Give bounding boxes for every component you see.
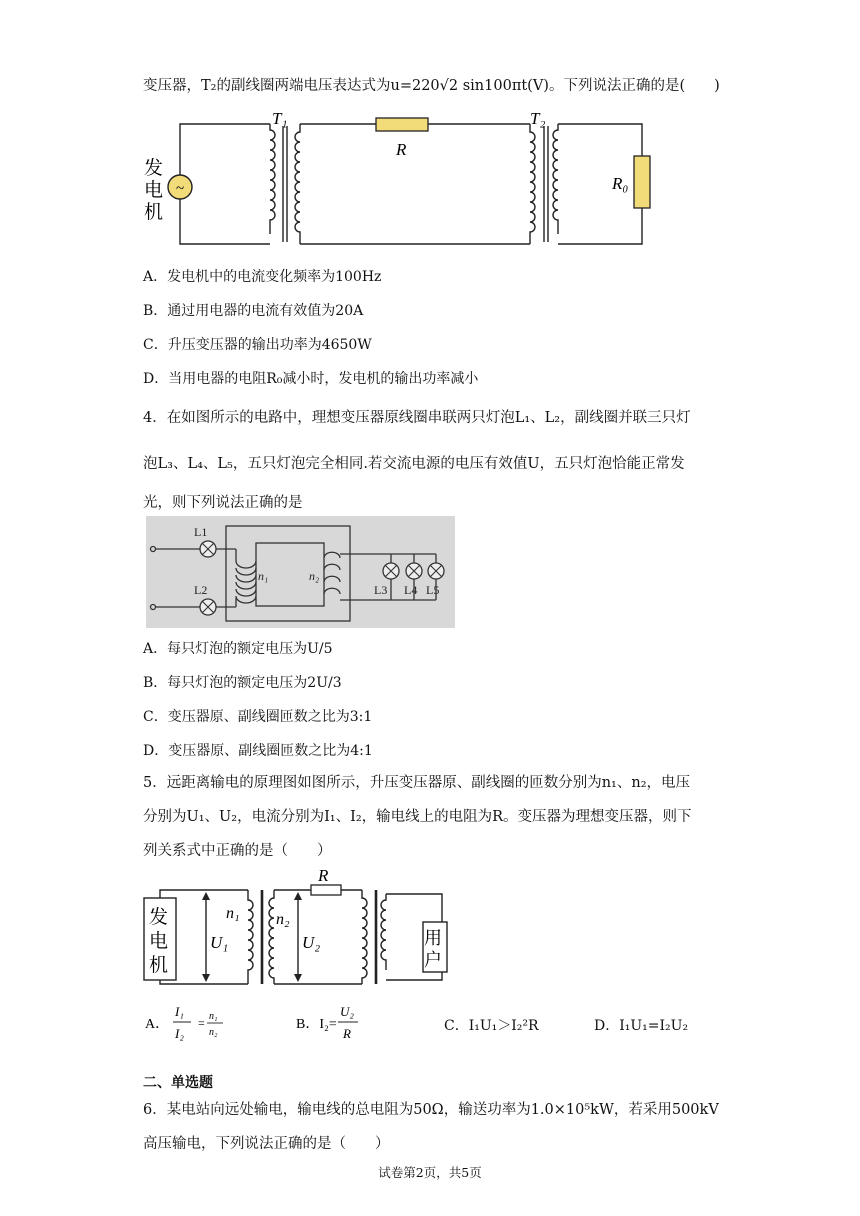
q3-resistor-r0 [634,156,650,208]
q4-stem-line-2: 泡L₃、L₄、L₅，五只灯泡完全相同.若交流电源的电压有效值U，五只灯泡恰能正常发 [143,456,685,472]
q5-stem-line-1: 5．远距离输电的原理图如图所示，升压变压器原、副线圈的匝数分别为n₁、n₂，电压 [143,775,691,791]
svg-text:n₂: n₂ [276,911,290,928]
q4-option-a[interactable]: A．每只灯泡的额定电压为U/5 [143,641,333,657]
q3-resistor-r [376,118,428,131]
q3-option-a[interactable]: A．发电机中的电流变化频率为100Hz [143,269,382,285]
svg-text:n₂: n₂ [309,569,320,583]
svg-text:R: R [396,140,407,159]
q3-stem-tail: 变压器，T₂的副线圈两端电压表达式为u=220√2 sin100πt(V)。下列说法正确的是( ) [143,78,720,94]
q3-circuit-diagram [140,110,660,250]
q5-resistor-r [311,885,341,895]
svg-text:~: ~ [175,181,185,197]
svg-text:L4: L4 [404,583,418,597]
q5-option-b[interactable] [296,1001,376,1047]
svg-text:U₂: U₂ [302,933,321,952]
svg-text:T₂: T₂ [530,110,546,128]
svg-text:用: 用 [424,928,442,948]
q4-option-c[interactable]: C．变压器原、副线圈匝数之比为3:1 [143,709,373,725]
q6-stem-line-2: 高压输电，下列说法正确的是（ ） [143,1136,390,1152]
q5-stem-line-2: 分别为U₁、U₂，电流分别为I₁、I₂，输电线上的电阻为R。变压器为理想变压器，则下 [143,809,692,825]
svg-text:I₂: I₂ [175,1026,184,1041]
svg-text:L5: L5 [426,583,440,597]
svg-text:A．: A． [145,1017,170,1032]
svg-text:R: R [318,870,329,885]
q5-circuit-diagram [140,870,460,990]
svg-text:机: 机 [144,202,164,223]
q5-stem-line-3: 列关系式中正确的是（ ） [143,843,332,859]
svg-text:n₁: n₁ [258,569,269,583]
q3-option-b[interactable]: B．通过用电器的电流有效值为20A [143,303,364,319]
svg-text:U₁: U₁ [210,933,229,952]
svg-text:L1: L1 [194,525,208,539]
svg-text:I₁: I₁ [175,1004,184,1019]
svg-text:机: 机 [149,955,169,976]
svg-text:L3: L3 [374,583,388,597]
svg-text:电: 电 [144,180,164,201]
q4-option-b[interactable]: B．每只灯泡的额定电压为2U/3 [143,675,342,691]
svg-text:=: = [198,1016,205,1030]
svg-text:n₁: n₁ [209,1011,218,1022]
svg-text:L2: L2 [194,583,208,597]
q4-option-d[interactable]: D．变压器原、副线圈匝数之比为4:1 [143,743,373,759]
q3-option-d[interactable]: D．当用电器的电阻R₀减小时，发电机的输出功率减小 [143,371,479,387]
svg-text:n₁: n₁ [226,905,240,922]
svg-text:电: 电 [149,931,169,952]
q4-circuit-photo [146,516,455,628]
q5-option-c[interactable]: C．I₁U₁＞I₂²R [444,1018,539,1034]
svg-text:R: R [343,1026,351,1041]
q5-option-d[interactable]: D．I₁U₁=I₂U₂ [594,1018,689,1034]
svg-text:T₁: T₁ [272,110,288,128]
svg-text:发: 发 [144,158,164,179]
svg-text:n₂: n₂ [209,1027,218,1038]
q5-option-a[interactable] [145,1001,225,1047]
section-heading: 二、单选题 [143,1075,213,1091]
q4-stem-line-1: 4．在如图所示的电路中，理想变压器原线圈串联两只灯泡L₁、L₂，副线圈并联三只灯 [143,410,691,426]
svg-text:R₀: R₀ [612,174,629,193]
svg-text:发: 发 [149,907,169,928]
q6-stem-line-1: 6．某电站向远处输电，输电线的总电阻为50Ω，输送功率为1.0×10⁵kW，若采用500kV [143,1102,719,1118]
svg-text:U₂: U₂ [340,1004,354,1019]
page-footer: 试卷第2页，共5页 [378,1165,482,1180]
svg-text:B．I₂=: B．I₂= [296,1017,337,1032]
q4-stem-line-3: 光，则下列说法正确的是 [143,495,303,511]
svg-text:户: 户 [424,950,442,970]
q3-option-c[interactable]: C．升压变压器的输出功率为4650W [143,337,372,353]
